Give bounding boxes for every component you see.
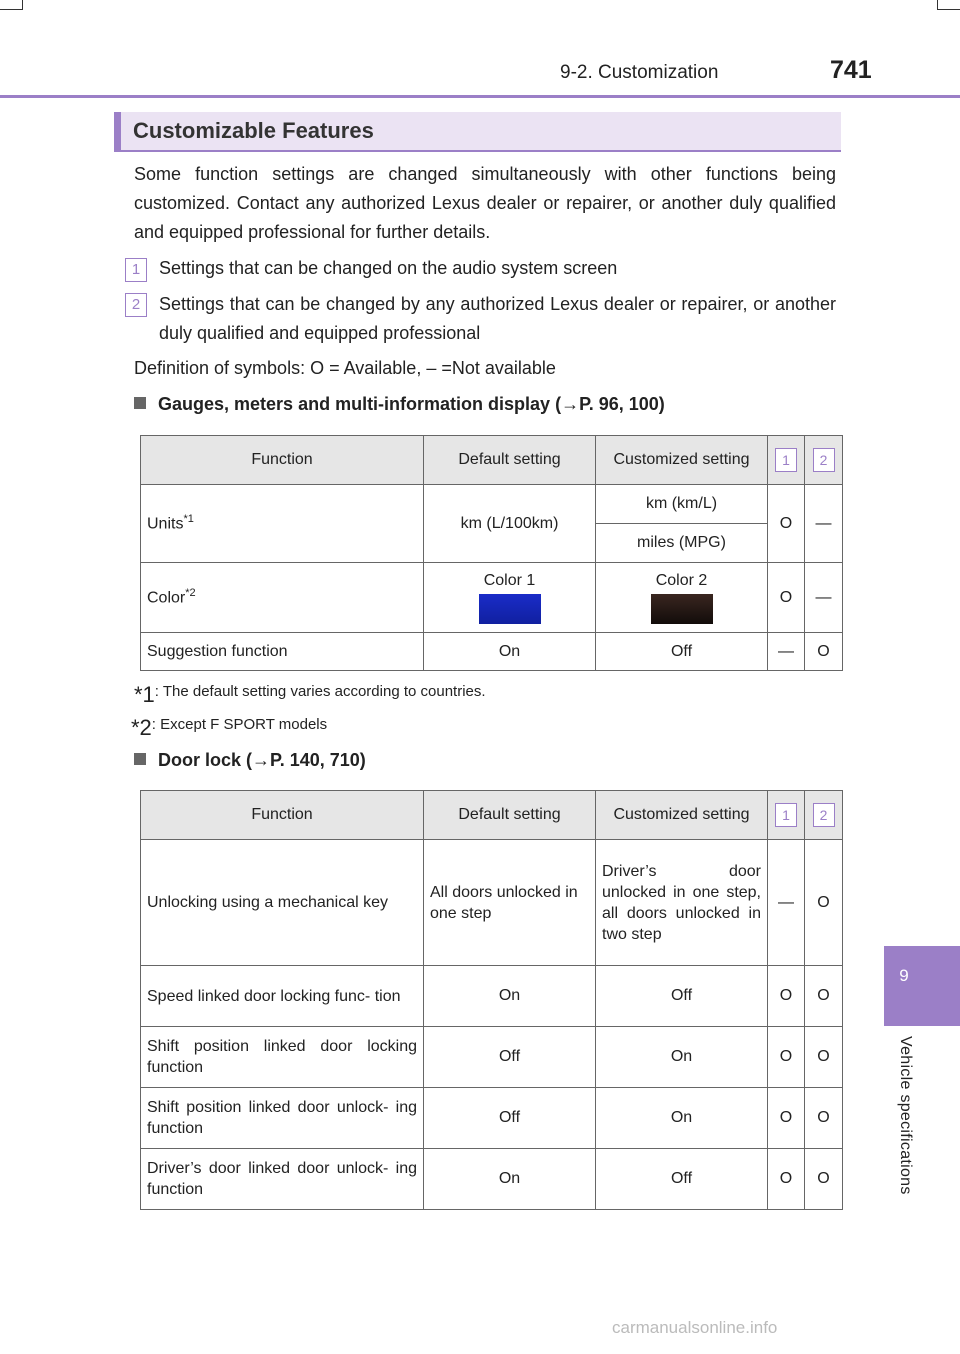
row-function: Driver’s door linked door unlock- ing function	[141, 1149, 424, 1210]
gauges-heading	[134, 394, 665, 415]
header-col-2	[805, 436, 843, 485]
row-col-1: O	[768, 1149, 805, 1210]
footnote-1	[134, 682, 486, 708]
intro-paragraph: Some function settings are changed simultaneously with other functions being customized. Contact any authorized Lexus dealer or repairer, or another duly qualified and equipped professional for further details.	[134, 164, 836, 242]
chapter-tab-label: Vehicle specifications	[897, 1036, 914, 1195]
running-header-section: 9-2. Customization	[560, 62, 719, 83]
header-num-2: 2	[813, 803, 835, 827]
header-num-1: 1	[775, 448, 797, 472]
header-num-2: 2	[813, 448, 835, 472]
chapter-tab-number: 9	[899, 966, 909, 985]
units-default: km (L/100km)	[424, 485, 596, 563]
header-col-1	[768, 436, 805, 485]
suggestion-col-1: —	[768, 633, 805, 671]
header-num-1: 1	[775, 803, 797, 827]
row-custom: Off	[596, 966, 768, 1027]
row-custom: On	[596, 1027, 768, 1088]
table-row	[141, 1149, 843, 1210]
color-col-1: O	[768, 563, 805, 633]
units-col-1: O	[768, 485, 805, 563]
color-function: Color$^{*2}$	[141, 563, 424, 633]
header-rule	[0, 95, 960, 98]
row-col-1: O	[768, 966, 805, 1027]
item-number-1: 1	[125, 258, 147, 282]
row-default: All doors unlocked in one step	[424, 840, 596, 966]
row-col-2: O	[805, 1149, 843, 1210]
color-default: Color 1	[424, 563, 596, 633]
square-bullet-icon	[134, 397, 146, 409]
item-1-text: Settings that can be changed on the audio system screen	[159, 258, 618, 278]
table-row	[141, 633, 843, 671]
table-row	[141, 563, 843, 633]
row-col-1: —	[768, 840, 805, 966]
suggestion-col-2: O	[805, 633, 843, 671]
color-col-2: —	[805, 563, 843, 633]
row-default: On	[424, 1149, 596, 1210]
header-default: Default setting	[424, 791, 596, 840]
footnote-1-text: : The default setting varies according to countries.	[154, 683, 486, 700]
row-function: Shift position linked door unlock- ing function	[141, 1088, 424, 1149]
units-function: Units$^{*1}$	[141, 485, 424, 563]
item-number-2: 2	[125, 293, 147, 317]
header-col-2	[805, 791, 843, 840]
section-title: Customizable Features	[133, 118, 374, 143]
suggestion-default: On	[424, 633, 596, 671]
square-bullet-icon	[134, 753, 146, 765]
gauges-heading-text: Gauges, meters and multi-information display (→P. 96, 100)	[158, 394, 665, 414]
row-custom: Off	[596, 1149, 768, 1210]
row-default: Off	[424, 1027, 596, 1088]
section-title-bar	[114, 112, 121, 152]
row-default: On	[424, 966, 596, 1027]
units-col-2: —	[805, 485, 843, 563]
item-2-text: Settings that can be changed by any authorized Lexus dealer or repairer, or another duly qualified and equipped professional	[159, 294, 836, 343]
footnote-2-text: : Except F SPORT models	[151, 716, 328, 733]
table-row	[141, 1027, 843, 1088]
crop-mark-tl-v	[22, 0, 23, 10]
header-customized: Customized setting	[596, 436, 768, 485]
footnote-1-mark: *1	[134, 682, 155, 707]
row-custom: Driver’s door unlocked in one step, all doors unlocked in two step	[596, 840, 768, 966]
row-col-2: O	[805, 840, 843, 966]
crop-mark-tr-h	[938, 9, 960, 10]
page-number: 741	[830, 56, 872, 84]
header-customized: Customized setting	[596, 791, 768, 840]
gauges-table	[140, 435, 843, 671]
header-function: Function	[141, 436, 424, 485]
row-col-1: O	[768, 1088, 805, 1149]
suggestion-function: Suggestion function	[141, 633, 424, 671]
row-col-1: O	[768, 1027, 805, 1088]
row-custom: On	[596, 1088, 768, 1149]
header-function: Function	[141, 791, 424, 840]
door-lock-heading-text: Door lock (→P. 140, 710)	[158, 750, 366, 770]
door-lock-heading	[134, 750, 366, 771]
row-function: Unlocking using a mechanical key	[141, 840, 424, 966]
table-header-row	[141, 436, 843, 485]
crop-mark-tl-h	[0, 9, 22, 10]
footnote-2-mark: *2	[131, 715, 152, 740]
chapter-tab	[884, 946, 960, 1026]
door-lock-table	[140, 790, 843, 1210]
row-default: Off	[424, 1088, 596, 1149]
header-default: Default setting	[424, 436, 596, 485]
footnote-2	[131, 715, 327, 741]
table-row	[141, 485, 843, 524]
row-function: Speed linked door locking func- tion	[141, 966, 424, 1027]
crop-mark-tr-v	[937, 0, 938, 10]
symbols-definition: Definition of symbols: O = Available, – =Not available	[134, 358, 556, 378]
color-1-swatch	[479, 594, 541, 624]
watermark: carmanualsonline.info	[612, 1318, 778, 1337]
table-row	[141, 840, 843, 966]
row-col-2: O	[805, 1088, 843, 1149]
units-option-2: miles (MPG)	[596, 524, 768, 563]
row-col-2: O	[805, 1027, 843, 1088]
header-col-1	[768, 791, 805, 840]
table-header-row	[141, 791, 843, 840]
color-custom: Color 2	[596, 563, 768, 633]
row-col-2: O	[805, 966, 843, 1027]
color-2-swatch	[651, 594, 713, 624]
table-row	[141, 966, 843, 1027]
units-option-1: km (km/L)	[596, 485, 768, 524]
row-function: Shift position linked door locking function	[141, 1027, 424, 1088]
suggestion-custom: Off	[596, 633, 768, 671]
table-row	[141, 1088, 843, 1149]
